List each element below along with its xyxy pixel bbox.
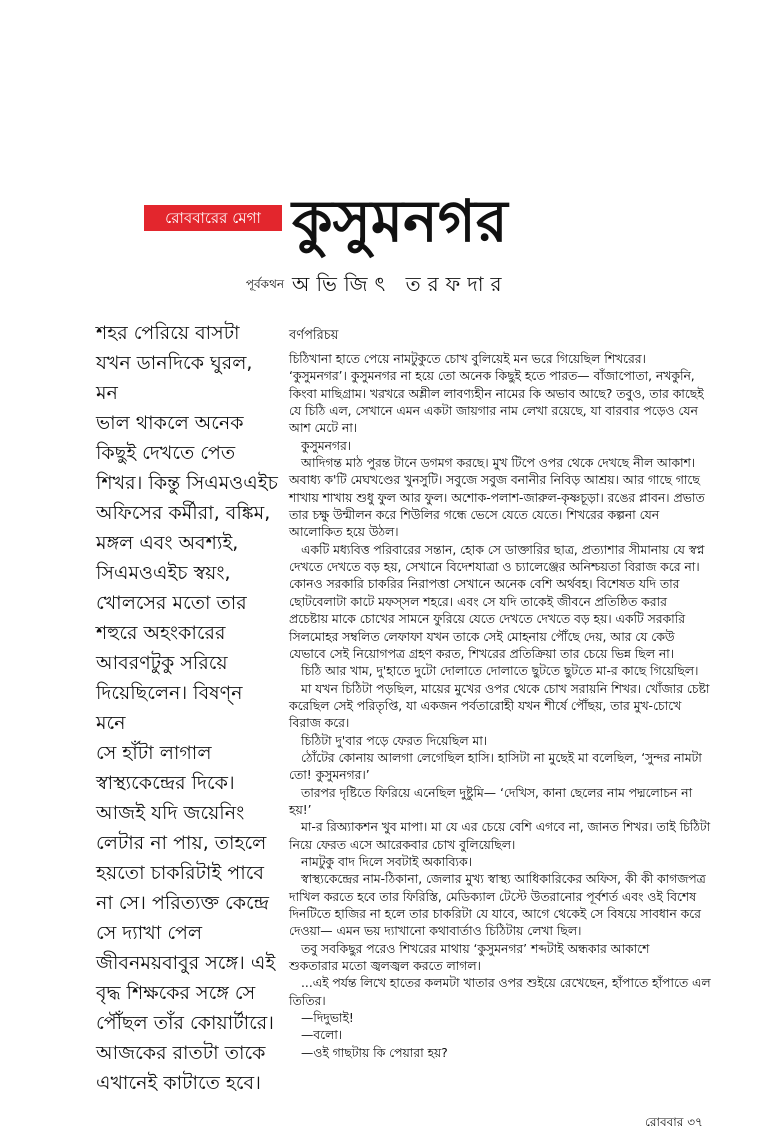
body-text-line: নামটুকু বাদ দিলে সবটাই অকাব্যিক। [301,854,473,869]
body-text-line: দেখতে দেখতে বড় হয়, সেখানে বিদেশযাত্রা ও চ্যালেঞ্জের অনিশ্চয়তা বিরাজ করে না। [289,560,700,575]
section-kicker-label: রোববারের মেগা [144,205,282,231]
pull-quote-line: এখানেই কাটাতে হবে। [96,1072,261,1094]
body-text-line: —বলো। [301,1028,343,1043]
body-text-line: ...এই পর্যন্ত লিখে হাতের কলমটা খাতার ওপর শুইয়ে রেখেছেন, হাঁপাতে হাঁপাতে এল [301,976,711,991]
body-text-line: দিনটিতে হাজির না হলে তার চাকরিটা যে যাবে, আগে থেকেই সে বিষয়ে সাবধান করে [289,907,701,921]
pull-quote-line: পৌঁছল তাঁর কোয়ার্টারে। [96,1012,274,1034]
body-text-line: স্বাস্থ্যকেন্দ্রের নাম-ঠিকানা, জেলার মুখ্য স্বাস্থ্য আধিকারিকের অফিস, কী কী কাগজপত্র [301,872,706,887]
pull-quote-line: বৃদ্ধ শিক্ষকের সঙ্গে সে [96,982,256,1004]
section-title: বর্ণপরিচয় [289,328,339,343]
body-text-line: দাখিল করতে হবে তার ফিরিস্তি, মেডিক্যাল টেস্টে উতরানোর পূর্বশর্ত এবং ওই বিশেষ [289,889,696,904]
body-text-line: কোনও সরকারি চাকরির নিরাপত্তা সেখানে অনেক বেশি অর্থবহ। বিশেষত যদি তার [289,577,680,592]
body-text-line: হয়!’ [289,802,312,817]
pull-quote-line: শহর পেরিয়ে বাসটা [96,322,240,344]
body-text-line: চিঠিটা দু'বার পড়ে ফেরত দিয়েছিল মা। [301,733,488,748]
article-body [289,351,759,1062]
pull-quote-line: শিখর। কিন্তু সিএমওএইচ [96,472,278,494]
body-text-line: শাখায় শাখায় শুধু ফুল আর ফুল। অশোক-পলাশ-জারুল-কৃষ্ণচূড়া। রঙের প্লাবন। প্রভাত [289,490,705,505]
pull-quote-line: খোলসের মতো তার [96,592,247,614]
body-text-line: যে চিঠি এল, সেখানে এমন একটা জায়গার নাম লেখা রয়েছে, যা বারবার পড়েও যেন [289,404,698,419]
body-text-line: ‘কুসুমনগর’। কুসুমনগর না হয়ে তো অনেক কিছুই হতে পারত— বাঁজাপোতা, নখকুনি, [289,369,695,384]
pull-quote-line: আজকের রাতটা তাকে [96,1042,266,1064]
body-text-line: তিতির। [289,993,326,1008]
body-text-line: শুকতারার মতো জ্বলজ্বল করতে লাগল। [289,959,481,974]
pull-quote-line: ভাল থাকলে অনেক [96,412,244,434]
pull-quote-line: দিয়েছিলেন। বিষণ্ন মনে [96,682,243,734]
body-text-line: —ওই গাছটায় কি পেয়ারা হয়? [301,1045,448,1060]
pull-quote-line: শহুরে অহংকারের [96,622,226,644]
body-text-line: প্রচেষ্টায় মাকে চোখের সামনে ফুরিয়ে যেতে দেখতে দেখতে বড় হয়। একটি সরকারি [289,612,685,627]
body-text-line: তার চক্ষু উন্মীলন করে শিউলির গন্ধে ভেসে যেতে যেতে। শিখরের কল্পনা যেন [289,508,660,523]
body-text-line: মা যখন চিঠিটা পড়ছিল, মায়ের মুখের ওপর থেকে চোখ সরায়নি শিখর। খোঁজার চেষ্টা [301,681,710,696]
body-text-line: কুসুমনগর। [301,438,352,453]
body-text-line: আশ মেটে না। [289,421,358,436]
pull-quote-line: সে হাঁটা লাগাল [96,742,212,764]
body-text-line: বিরাজ করে। [289,716,350,731]
pull-quote-line: আবরণটুকু সরিয়ে [96,652,228,674]
body-text-line: করেছিল সেই পরিতৃপ্তি, যা একজন পর্বতারোহী যখন শীর্ষে পৌঁছয়, তার মুখ-চোখে [289,698,682,713]
pull-quote-line: যখন ডানদিকে ঘুরল, মন [96,352,253,404]
pull-quote-line: আজই যদি জয়েনিং [96,802,245,824]
body-text-line: চিঠি আর খাম, দু'হাতে দুটো দোলাতে দোলাতে ছুটতে ছুটতে মা-র কাছে গিয়েছিল। [301,664,699,679]
body-text-line: একটি মধ্যবিত্ত পরিবারের সন্তান, হোক সে ডাক্তারির ছাত্র, প্রত্যাশার সীমানায় যে স্বপ্ন [301,542,705,557]
body-text-line: যেভাবে সেই নিয়োগপত্র গ্রহণ করত, শিখরের প্রতিক্রিয়া তার চেয়ে ভিন্ন ছিল না। [289,646,675,661]
pull-quote [96,318,278,1098]
pull-quote-line: না সে। পরিত্যক্ত কেন্দ্রে [96,892,270,914]
body-text-line: আলোকিত হয়ে উঠল। [289,525,399,540]
body-text-line: দেওয়া— এমন ভয় দ্যাখানো কথাবার্তাও চিঠিটায় লেখা ছিল। [289,924,582,939]
pull-quote-line: লেটার না পায়, তাহলে [96,832,267,854]
pull-quote-line: অফিসের কর্মীরা, বঙ্কিম, [96,502,271,524]
author-name: অভিজিৎ তরফদার [292,272,509,296]
body-text-line: ছোটবেলাটা কাটে মফস্‌সল শহরে। এবং সে যদি তাকেই জীবনে প্রতিষ্ঠিত করার [289,594,667,609]
story-title: কুসুমনগর [292,187,508,255]
page-footer: রোববার ৩৭ [645,1115,703,1129]
body-text-line: আদিগন্ত মাঠ পুরন্ত টানে ডগমগ করছে। মুখ টিপে ওপর থেকে দেখছে নীল আকাশ। [301,456,696,471]
pull-quote-line: সে দ্যাখা পেল [96,922,203,944]
body-text-line: তবু সবকিছুর পরেও শিখরের মাথায় ‘কুসুমনগর’ শব্দটাই অন্ধকার আকাশে [301,941,650,956]
body-text-line: মা-র রিঅ্যাকশন খুব মাপা। মা যে এর চেয়ে বেশি এগবে না, জানত শিখর। তাই চিঠিটা [301,820,711,835]
body-text-line: —দিদুভাই! [301,1011,354,1026]
pull-quote-line: মঙ্গল এবং অবশ্যই, [96,532,239,554]
body-text-line: অবাধ্য ক'টি মেঘখণ্ডের খুনসুটি। সবুজে সবুজ বনানীর নিবিড় আশ্রয়। আর গাছে গাছে [289,473,700,488]
pull-quote-line: হয়তো চাকরিটাই পাবে [96,862,264,884]
pull-quote-line: স্বাস্থ্যকেন্দ্রের দিকে। [96,772,235,794]
preface-label: পূর্বকথন [245,277,284,291]
pull-quote-line: কিছুই দেখতে পেত [96,442,236,464]
body-text-line: নিয়ে ফেরত এসে আরেকবার চোখ বুলিয়েছিল। [289,837,516,852]
pull-quote-line: জীবনময়বাবুর সঙ্গে। এই [96,952,276,974]
body-text-line: সিলমোহর সম্বলিত লেফাফা যখন তাকে সেই মোহনায় পৌঁছে দেয়, আর যে কেউ [289,629,675,644]
body-text-line: তো! কুসুমনগর।’ [289,768,370,783]
body-text-line: তারপর দৃষ্টিতে ফিরিয়ে এনেছিল দুষ্টুমি— ‘দেখিস, কানা ছেলের নাম পদ্মলোচন না [301,785,693,800]
body-text-line: কিংবা মাছিগ্রাম। খরখরে অশ্লীল লাবণ্যহীন নামের কি অভাব আছে? তবুও, তার কাছেই [289,386,704,401]
body-text-line: চিঠিখানা হাতে পেয়ে নামটুকুতে চোখ বুলিয়েই মন ভরে গিয়েছিল শিখরের। [289,352,646,366]
pull-quote-line: সিএমওএইচ স্বয়ং, [96,562,231,584]
body-text-line: ঠোঁটের কোনায় আলগা লেগেছিল হাসি। হাসিটা না মুছেই মা বলেছিল, ‘সুন্দর নামটা [301,750,702,765]
